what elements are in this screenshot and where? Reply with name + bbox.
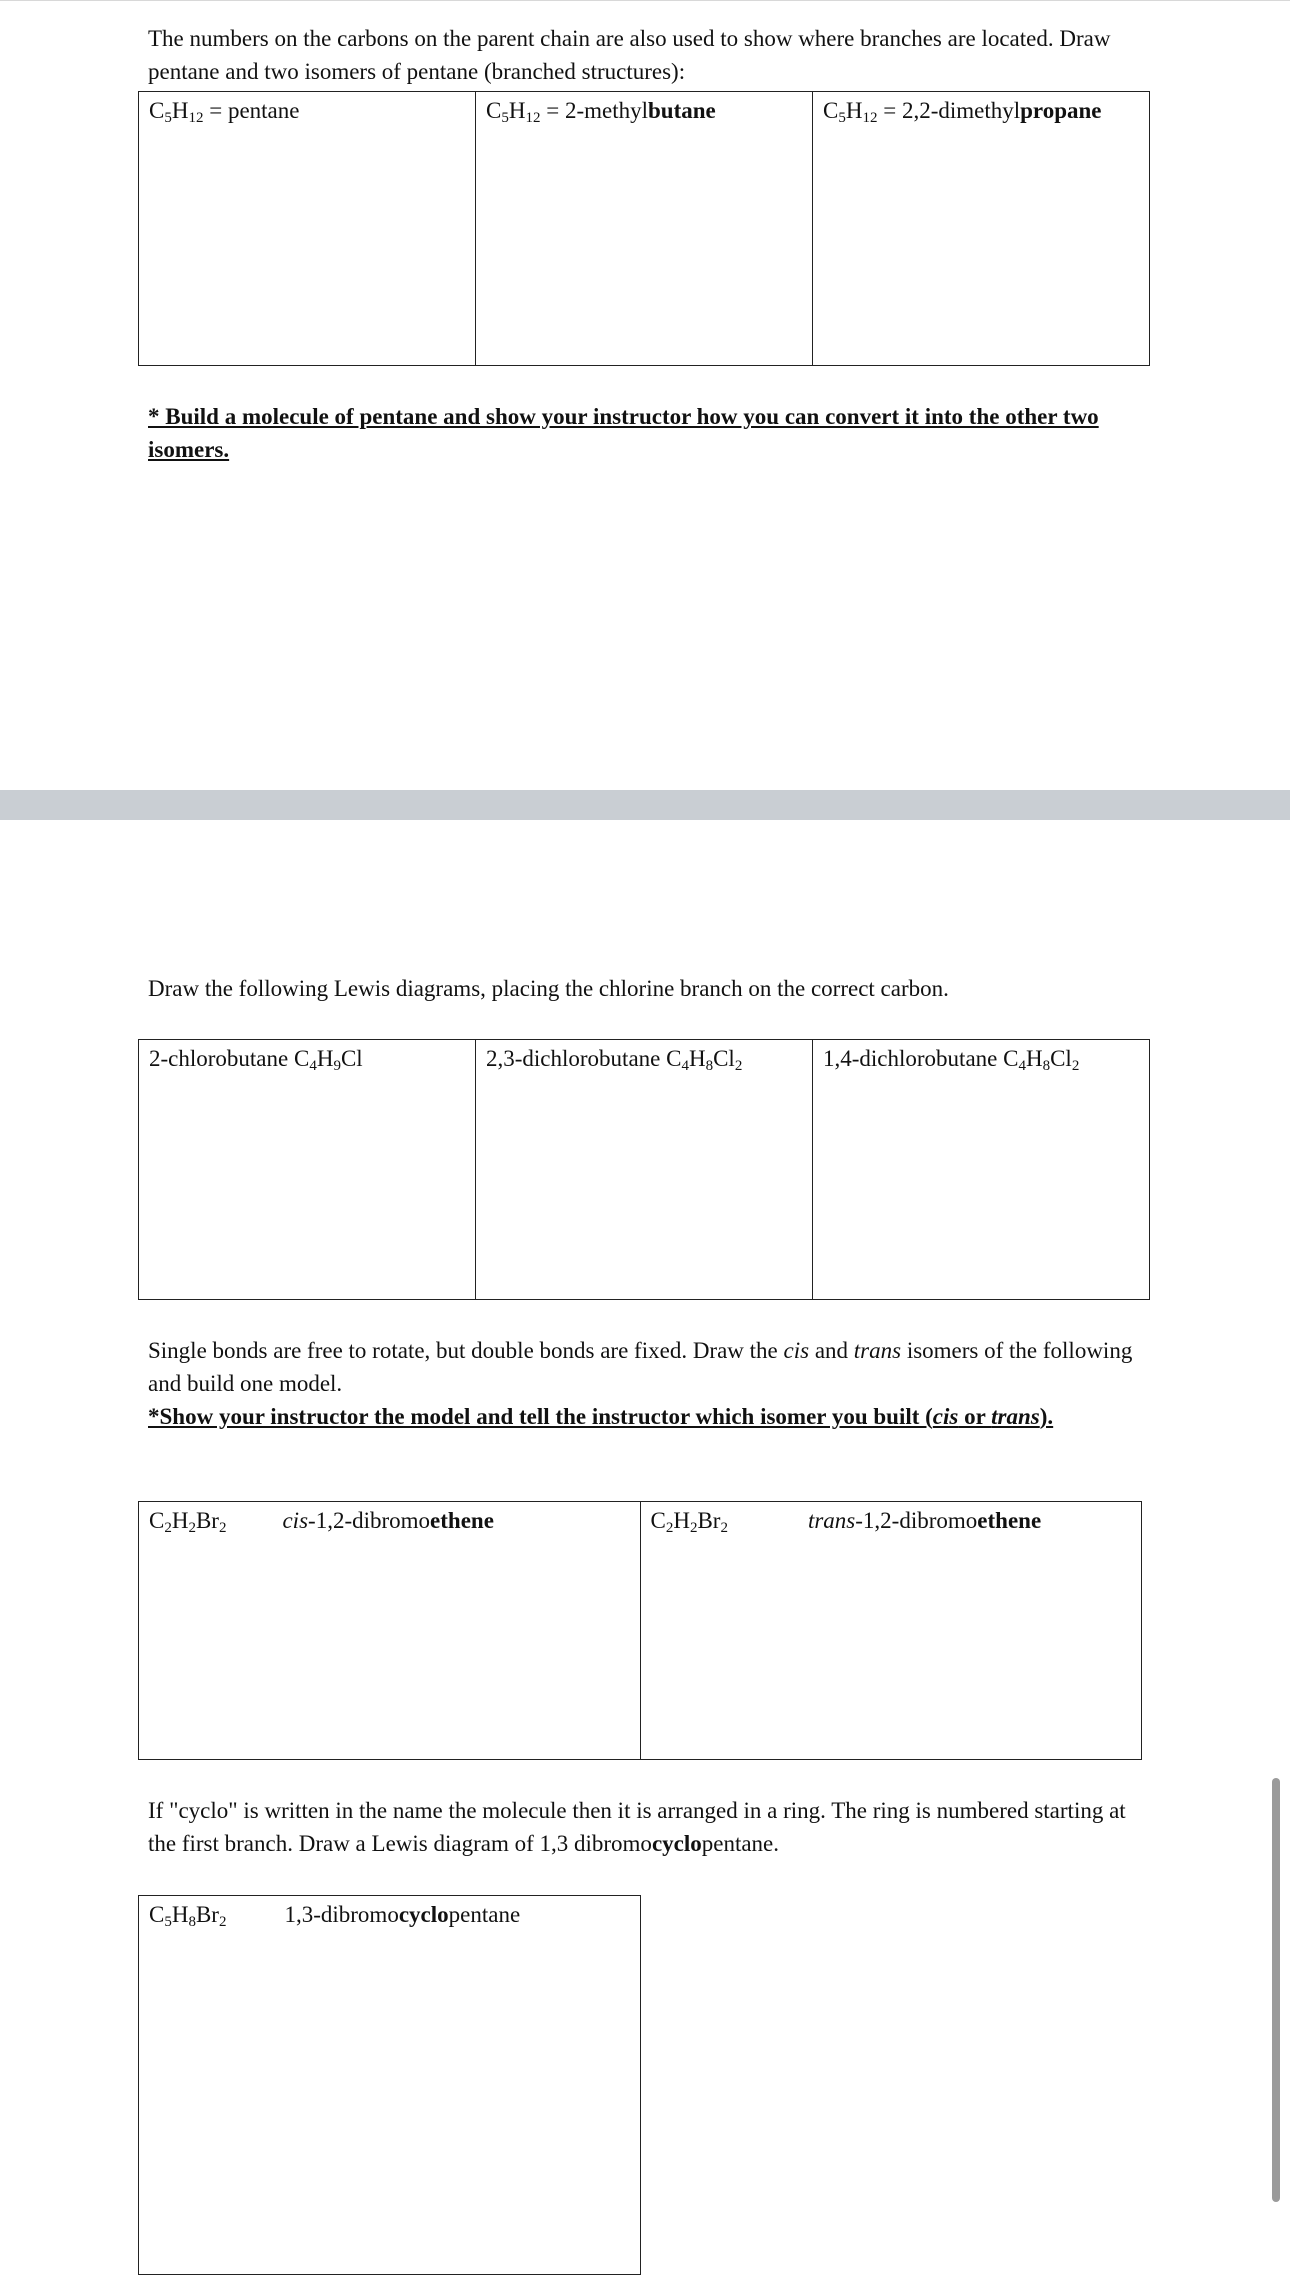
chlorobutane-cell[interactable]: 2-chlorobutane $C_4H_9Cl$	[139, 1040, 476, 1300]
bond-rotation-paragraph: Single bonds are free to rotate, but double bonds are fixed. Draw the cis and trans isomers of the following and build one model.	[148, 1338, 1133, 1396]
dibromocyclopentane-cell[interactable]: $C_5H_8Br_2$ 1,3-dibromocyclopentane	[139, 1896, 641, 2275]
build-instruction: * Build a molecule of pentane and show your instructor how you can convert it into the other two isomers.	[148, 404, 1099, 462]
trans-dibromoethene-cell[interactable]: $C_2H_2Br_2$ trans-1,2-dibromoethene	[640, 1502, 1142, 1760]
pentane-isomer-table	[138, 91, 1150, 366]
methylbutane-cell[interactable]: $C_5H_{12}$ = 2-methylbutane	[476, 92, 813, 366]
show-model-instruction: *Show your instructor the model and tell the instructor which isomer you built (cis or trans).	[148, 1404, 1054, 1429]
compound-name: 2,2-dimethyl	[901, 98, 1021, 123]
intro-paragraph: The numbers on the carbons on the parent chain are also used to show where branches are located. Draw pentane and two isomers of pentane (branched structures):	[148, 26, 1111, 84]
dichlorobutane-23-cell[interactable]: 2,3-dichlorobutane $C_4H_8Cl_2$	[476, 1040, 813, 1300]
vertical-scrollbar[interactable]	[1272, 1778, 1280, 2202]
chlorobutane-table	[138, 1039, 1150, 1300]
pentane-cell[interactable]: $C_5H_{12} = pentane$	[139, 92, 476, 366]
compound-name: 2-methyl	[564, 98, 648, 123]
cyclopentane-table	[138, 1895, 641, 2275]
compound-name: pentane	[227, 98, 300, 123]
cis-dibromoethene-cell[interactable]: $C_2H_2Br_2$ cis-1,2-dibromoethene	[139, 1502, 641, 1760]
dimethylpropane-cell[interactable]: $C_5H_{12}$ = 2,2-dimethylpropane	[813, 92, 1150, 366]
parent-chain-name: butane	[648, 98, 716, 123]
parent-chain-name: propane	[1020, 98, 1102, 123]
page-divider	[0, 790, 1290, 820]
cyclo-paragraph: If "cyclo" is written in the name the molecule then it is arranged in a ring. The ring is numbered starting at the first branch. Draw a Lewis diagram of 1,3 dibromocyclopentane.	[148, 1798, 1126, 1856]
lewis-intro: Draw the following Lewis diagrams, placing the chlorine branch on the correct carbon.	[148, 976, 949, 1001]
dibromoethene-table	[138, 1501, 1142, 1760]
dichlorobutane-14-cell[interactable]: 1,4-dichlorobutane $C_4H_8Cl_2$	[813, 1040, 1150, 1300]
top-border	[0, 0, 1290, 1]
